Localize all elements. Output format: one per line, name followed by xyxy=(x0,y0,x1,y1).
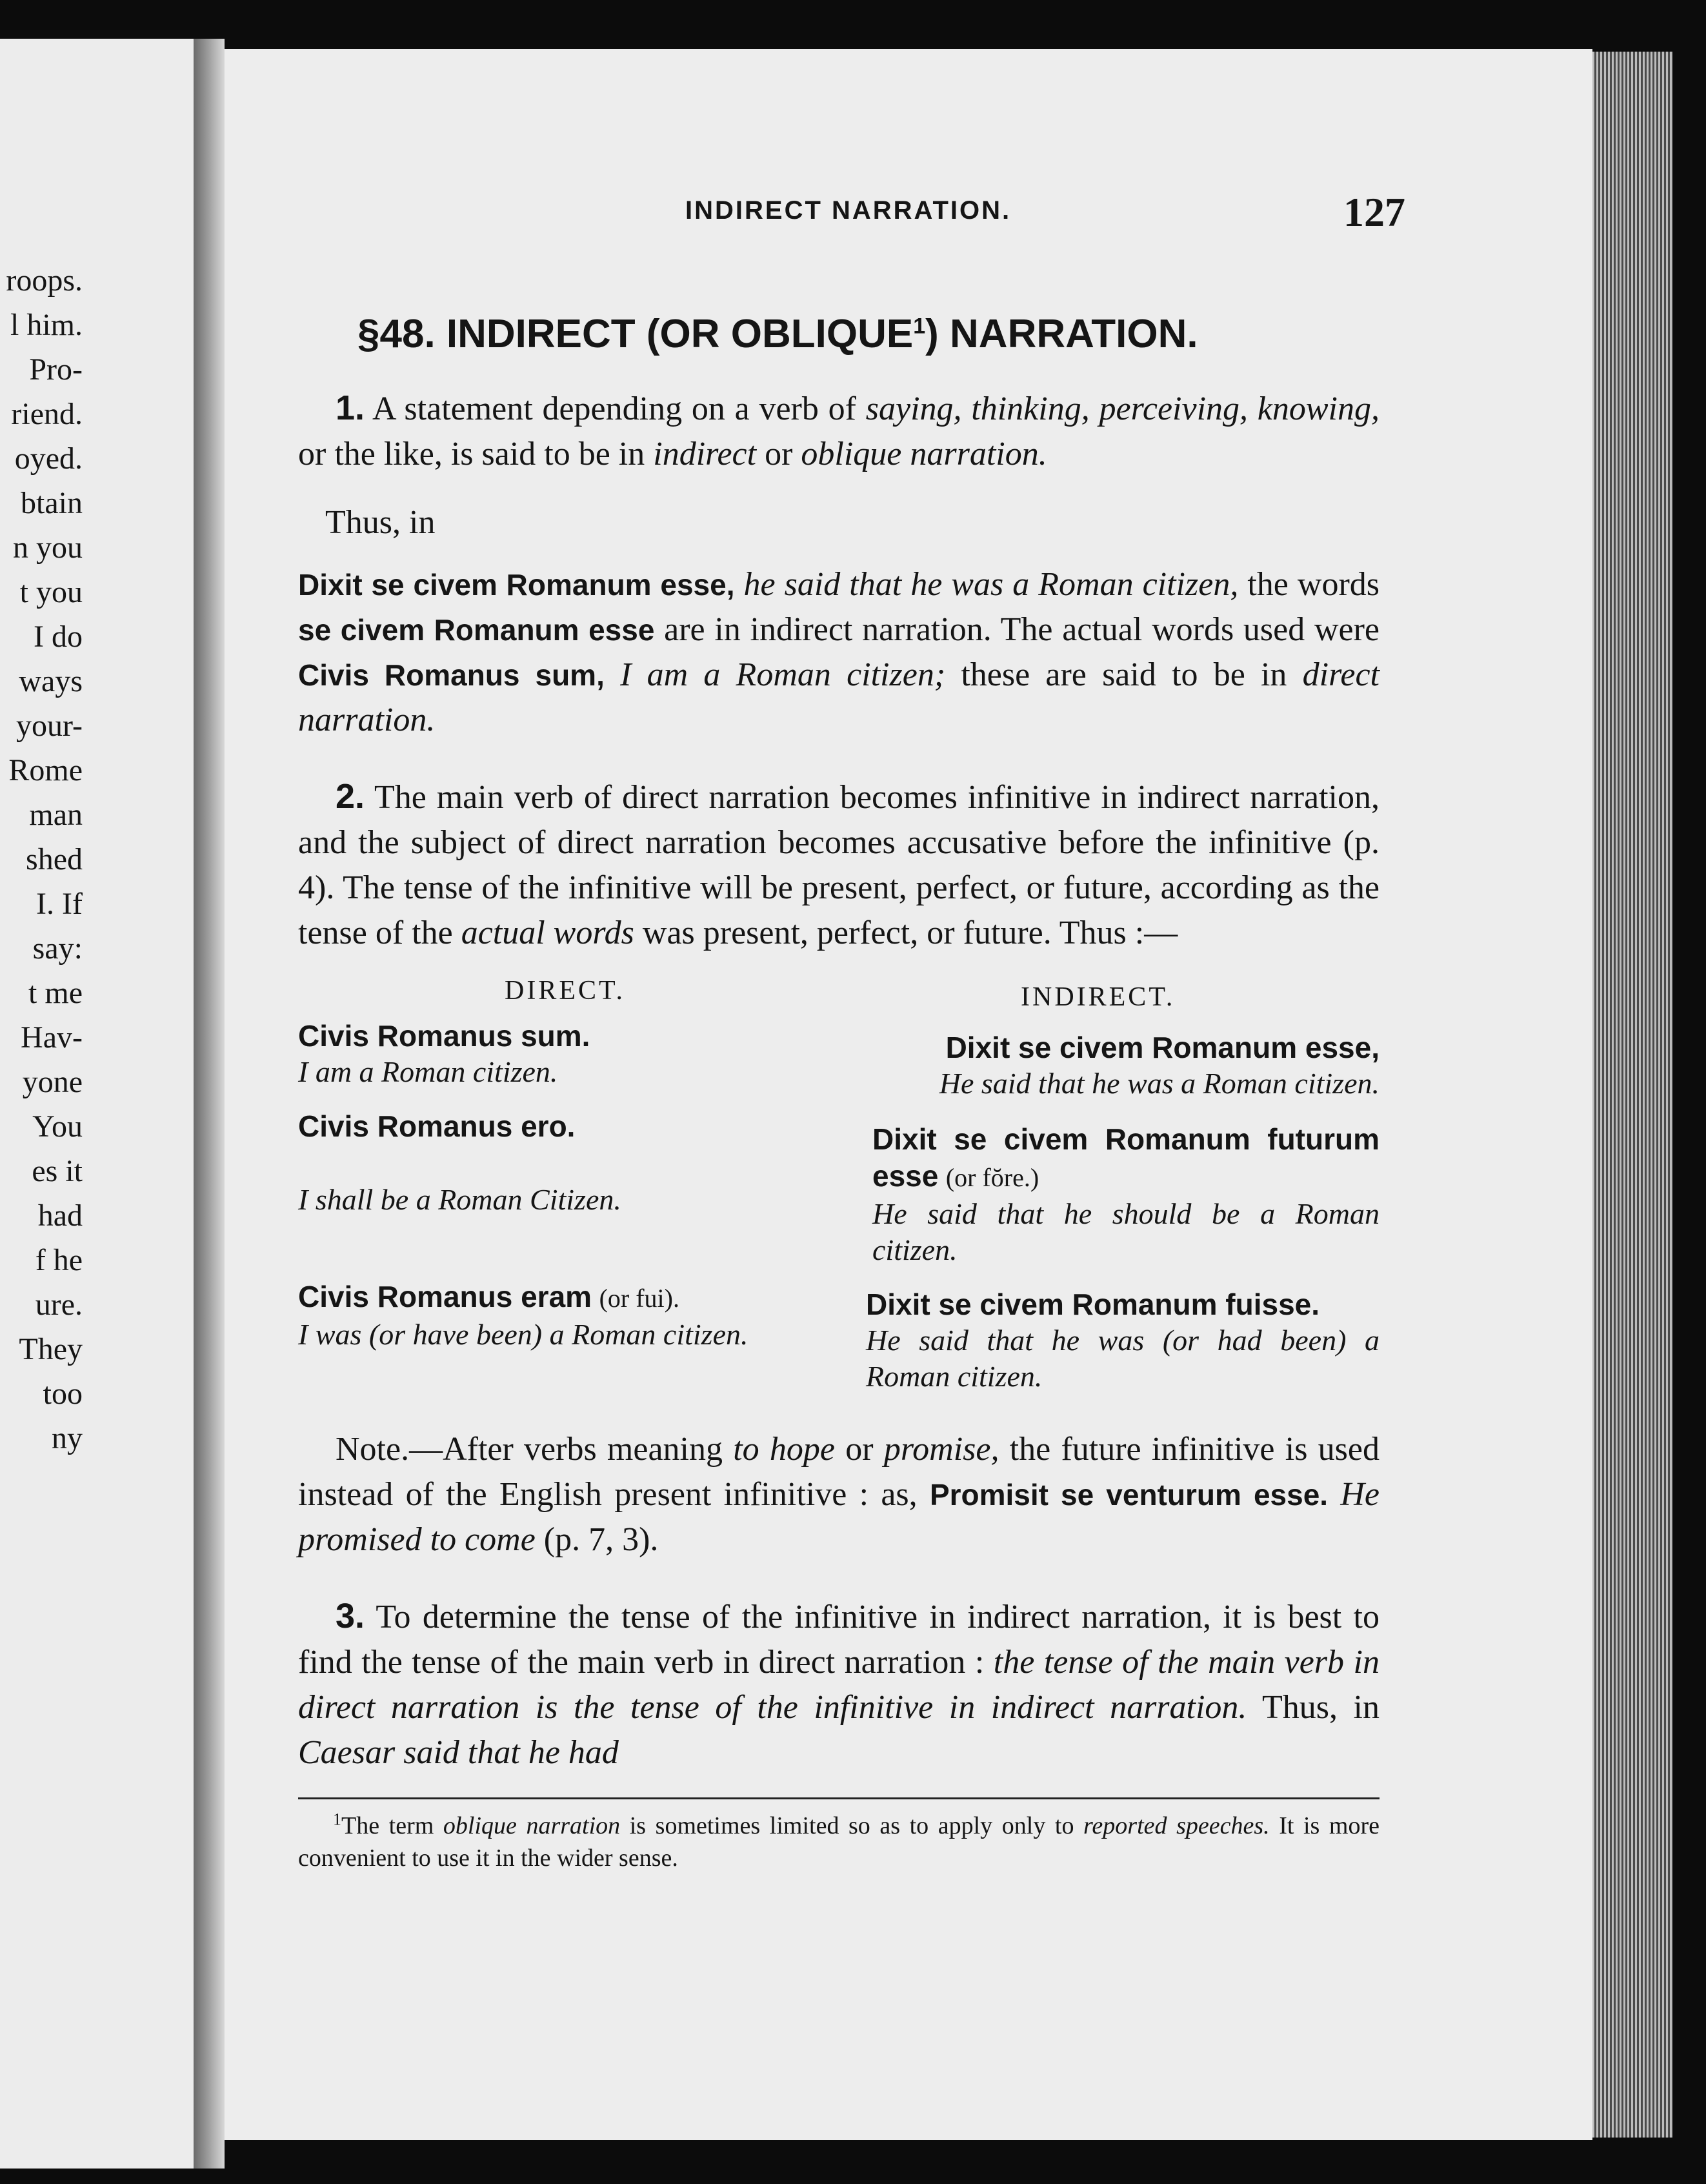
indirect-cell xyxy=(847,1029,1380,1102)
direct-english: I shall be a Roman Citizen. xyxy=(298,1183,621,1216)
thus-in-label: Thus, in xyxy=(325,504,436,541)
facing-line: Rome xyxy=(8,753,83,787)
facing-line: had xyxy=(37,1198,83,1233)
italic-run: actual words xyxy=(461,915,634,951)
text-run: the words xyxy=(1238,566,1380,603)
indirect-column-heading: INDIRECT. xyxy=(1021,982,1176,1012)
section-title-part: ) NARRATION. xyxy=(925,312,1198,356)
direct-cell xyxy=(298,1018,834,1090)
direct-latin: Civis Romanus ero. xyxy=(298,1109,576,1143)
footnote-rule xyxy=(298,1797,1380,1799)
latin-run: Promisit se venturum esse. xyxy=(929,1478,1329,1512)
indirect-latin-alternative: (or fŏre.) xyxy=(945,1163,1039,1192)
latin-run: Dixit se civem Romanum esse, xyxy=(298,568,735,602)
facing-line: es it xyxy=(32,1154,83,1188)
running-head xyxy=(298,188,1405,253)
text-run: are in indirect narration. The actual words used were xyxy=(654,611,1380,648)
facing-line: say: xyxy=(32,931,83,966)
book-gutter xyxy=(194,39,225,2169)
indirect-cell xyxy=(866,1286,1380,1395)
indirect-english: He said that he should be a Roman citizen. xyxy=(872,1197,1380,1266)
facing-line: riend. xyxy=(11,397,83,431)
paragraph-1 xyxy=(298,385,1380,477)
indirect-latin: Dixit se civem Romanum fuisse. xyxy=(866,1288,1320,1321)
indirect-latin-line xyxy=(872,1121,1380,1196)
indirect-english: He said that he was a Roman citizen. xyxy=(939,1067,1380,1100)
running-title: INDIRECT NARRATION. xyxy=(685,196,1012,225)
text-run: It is more convenient to use it in the wider sense. xyxy=(298,1812,1380,1872)
indirect-latin: Dixit se civem Romanum futurum esse xyxy=(872,1122,1380,1193)
italic-run: indirect xyxy=(653,436,757,472)
italic-run: oblique narration. xyxy=(801,436,1047,472)
footnote-reference: 1 xyxy=(913,314,926,339)
facing-line: roops. xyxy=(6,263,83,298)
facing-line: your- xyxy=(15,709,83,743)
facing-line: n you xyxy=(13,531,83,565)
direct-english: I am a Roman citizen. xyxy=(298,1055,558,1088)
text-run: The main verb of direct narration becomes infinitive in indirect narration, and the subject of direct narration becomes accusative before the infinitive (p. 4). The tense of the infinitive will be present, perfect, or future, according as the tense of the xyxy=(298,779,1380,951)
latin-run: se civem Romanum esse xyxy=(298,613,655,647)
italic-run: direct narration. xyxy=(298,656,1380,738)
footnote-mark: 1 xyxy=(333,1810,341,1829)
facing-line: Pro- xyxy=(29,352,83,387)
facing-line: l him. xyxy=(10,308,83,342)
italic-run: He promised to come xyxy=(298,1476,1380,1558)
text-run: or the like, is said to be in xyxy=(298,436,654,472)
italic-run: saying, thinking, perceiving, knowing, xyxy=(865,390,1380,427)
direct-indirect-table xyxy=(298,975,1380,1421)
text-run: these are said to be in xyxy=(945,656,1303,693)
text-run: —After verbs meaning xyxy=(409,1431,734,1468)
paragraph-number: 3. xyxy=(336,1597,365,1635)
direct-latin-alternative: (or fui). xyxy=(599,1284,679,1313)
facing-line: yone xyxy=(22,1065,83,1099)
facing-line: too xyxy=(43,1377,83,1411)
facing-page-text-fragments xyxy=(0,258,194,1461)
text-run: the future infinitive is used instead of the English present infinitive : as, xyxy=(298,1431,1380,1513)
facing-line: I do xyxy=(34,620,83,654)
section-heading xyxy=(357,311,1380,357)
page-content xyxy=(298,188,1405,1874)
facing-line: ure. xyxy=(35,1288,83,1322)
indirect-latin: Dixit se civem Romanum esse, xyxy=(945,1031,1380,1064)
italic-run: to hope xyxy=(733,1431,836,1468)
indirect-english: He said that he was (or had been) a Roman citizen. xyxy=(866,1324,1380,1393)
facing-line: ny xyxy=(52,1421,83,1455)
italic-run: promise, xyxy=(883,1431,999,1468)
facing-line: They xyxy=(19,1332,83,1366)
paragraph-number: 2. xyxy=(336,777,365,816)
facing-line: man xyxy=(29,798,83,832)
facing-line: btain xyxy=(21,486,83,520)
direct-latin-line xyxy=(298,1279,853,1317)
italic-run: he said that he was a Roman citizen, xyxy=(734,566,1239,603)
note-paragraph xyxy=(298,1427,1380,1562)
direct-column-heading: DIRECT. xyxy=(505,976,626,1006)
text-run: or xyxy=(756,436,801,472)
text-run: A statement depending on a verb of xyxy=(365,390,866,427)
facing-line: f he xyxy=(35,1243,83,1277)
facing-line: shed xyxy=(26,842,83,876)
facing-line: Hav- xyxy=(21,1020,83,1055)
section-title-part: INDIRECT (OR OBLIQUE xyxy=(446,312,914,356)
text-run: is sometimes limited so as to apply only to xyxy=(620,1812,1084,1839)
text-run: To determine the tense of the infinitive in indirect narration, it is best to find the tense of the main verb in direct narration : xyxy=(298,1599,1380,1681)
facing-line: ways xyxy=(19,664,83,698)
direct-cell xyxy=(298,1108,834,1218)
facing-line: oyed. xyxy=(14,441,83,476)
latin-run: Civis Romanus sum, xyxy=(298,658,605,692)
paragraph-2 xyxy=(298,774,1380,956)
indirect-cell xyxy=(872,1121,1380,1268)
footnote xyxy=(298,1810,1380,1874)
facing-line: t me xyxy=(28,976,83,1010)
text-run: or xyxy=(835,1431,884,1468)
facing-page xyxy=(0,39,194,2169)
page-number: 127 xyxy=(1343,189,1405,235)
facing-line: t you xyxy=(19,575,83,609)
direct-latin: Civis Romanus eram xyxy=(298,1280,592,1313)
facing-line: You xyxy=(32,1109,83,1144)
page-edges xyxy=(1592,52,1673,2138)
text-run: Thus, in xyxy=(1247,1689,1380,1726)
direct-latin: Civis Romanus sum. xyxy=(298,1019,590,1053)
italic-run: oblique narration xyxy=(443,1812,621,1839)
text-run: was present, perfect, or future. Thus :— xyxy=(634,915,1178,951)
paragraph-3 xyxy=(298,1593,1380,1775)
direct-english: I was (or have been) a Roman citizen. xyxy=(298,1318,748,1351)
italic-run: the tense of the main verb in direct narration is the tense of the infinitive in indirect narration. xyxy=(298,1644,1380,1726)
section-number: §48. xyxy=(357,312,436,356)
italic-run: I am a Roman citizen; xyxy=(604,656,946,693)
text-run: The term xyxy=(341,1812,443,1839)
italic-run: Caesar said that he had xyxy=(298,1734,619,1771)
direct-cell xyxy=(298,1279,853,1353)
italic-run: reported speeches. xyxy=(1083,1812,1270,1839)
paragraph-number: 1. xyxy=(336,389,365,427)
facing-line: I. If xyxy=(36,887,83,921)
note-label: Note. xyxy=(336,1431,410,1468)
text-run: (p. 7, 3). xyxy=(535,1521,659,1558)
example-paragraph xyxy=(298,562,1380,743)
